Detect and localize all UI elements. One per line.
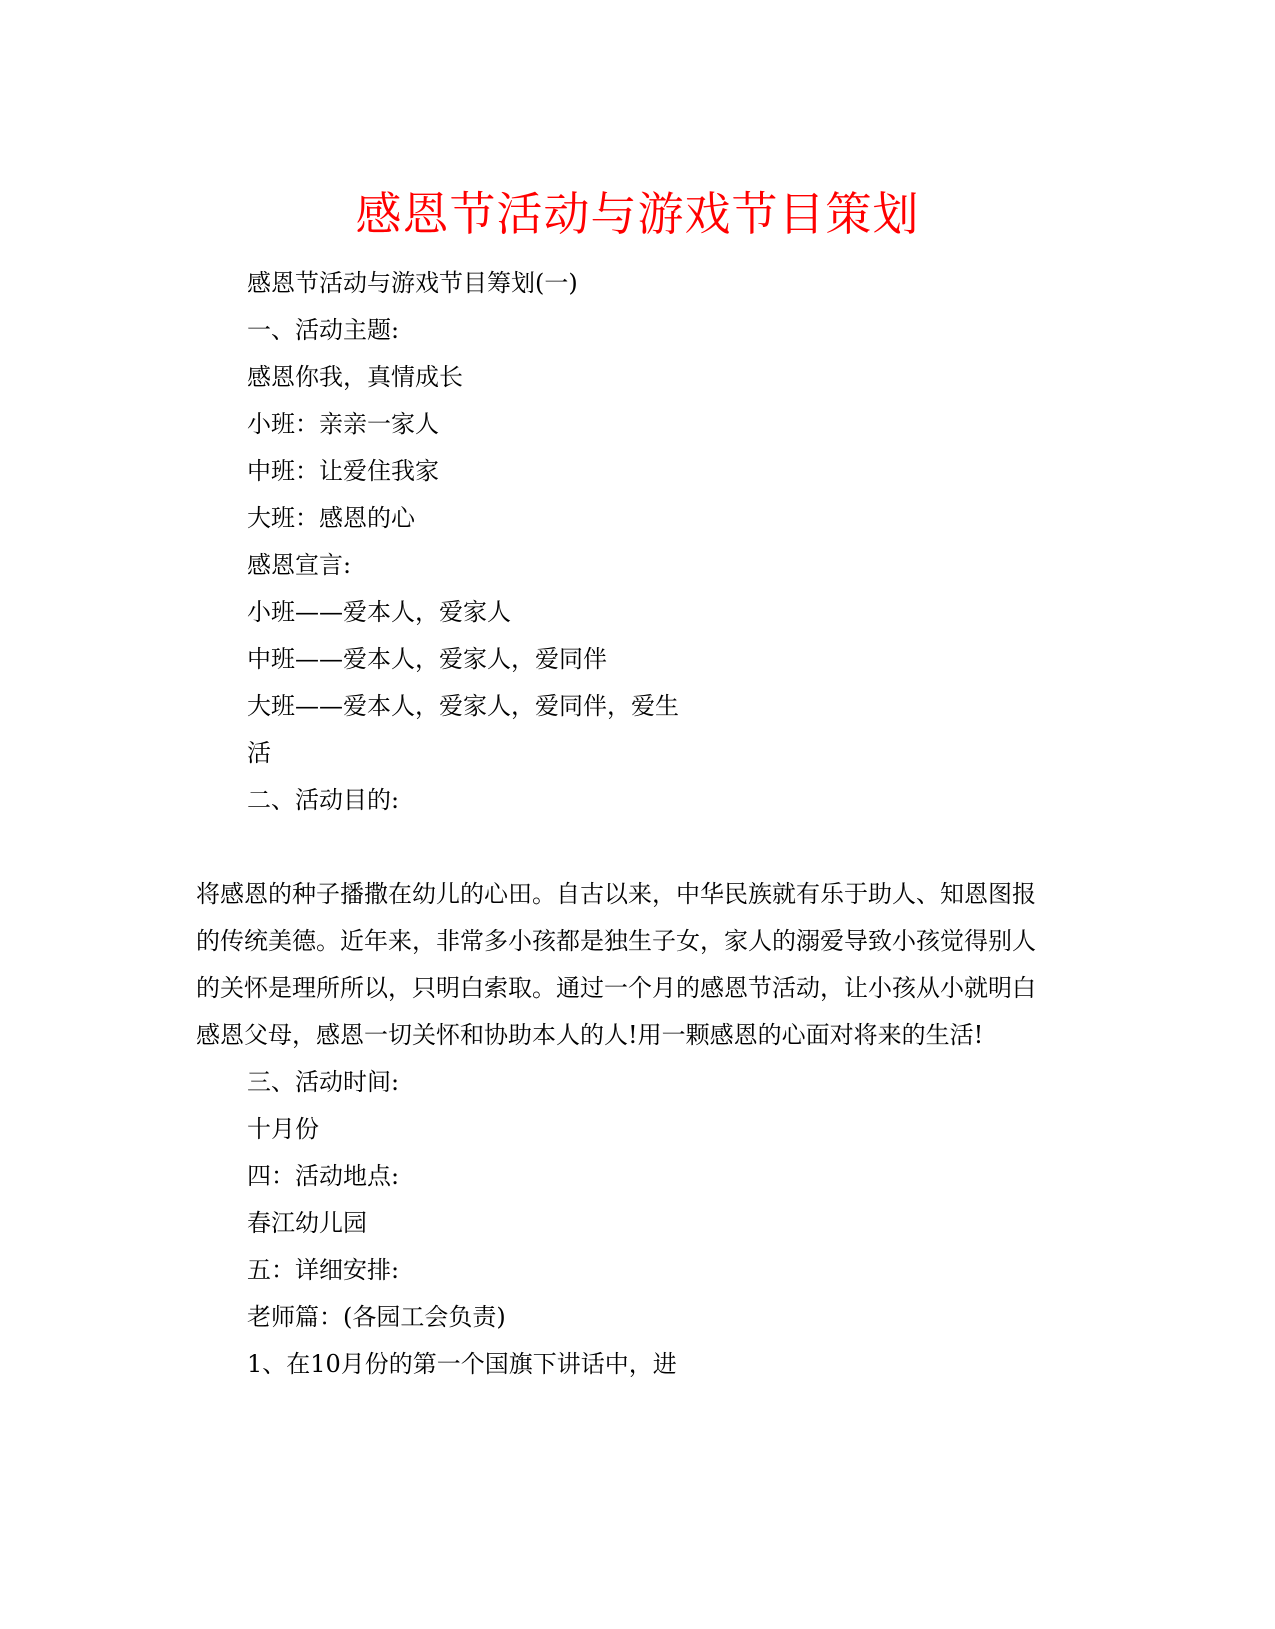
paragraph-line: 的传统美德。近年来，非常多小孩都是独生子女，家人的溺爱导致小孩觉得别人 — [196, 927, 1036, 955]
paragraph-line: 的关怀是理所所以，只明白索取。通过一个月的感恩节活动，让小孩从小就明白 — [196, 974, 1036, 1002]
text-line: 十月份 — [247, 1115, 319, 1143]
text-line: 感恩宣言: — [247, 551, 352, 579]
text-line: 老师篇：(各园工会负责) — [247, 1303, 506, 1331]
text-line: 三、活动时间: — [247, 1068, 400, 1096]
text-line: 四：活动地点: — [247, 1162, 400, 1190]
text-line: 大班：感恩的心 — [247, 504, 415, 532]
text-line: 春江幼儿园 — [247, 1209, 367, 1237]
text-line: 大班——爱本人，爱家人，爱同伴，爱生 — [247, 692, 679, 720]
document-title: 感恩节活动与游戏节目策划 — [355, 187, 920, 241]
text-line: 1、在10月份的第一个国旗下讲话中，进 — [247, 1350, 677, 1378]
text-line: 小班：亲亲一家人 — [247, 410, 439, 438]
text-line: 小班——爱本人，爱家人 — [247, 598, 511, 626]
paragraph-line: 将感恩的种子播撒在幼儿的心田。自古以来，中华民族就有乐于助人、知恩图报 — [196, 880, 1036, 908]
text-line: 一、活动主题: — [247, 316, 400, 344]
text-line: 活 — [247, 739, 271, 767]
text-line: 中班：让爱住我家 — [247, 457, 439, 485]
paragraph-line: 感恩父母，感恩一切关怀和协助本人的人!用一颗感恩的心面对将来的生活! — [196, 1021, 984, 1049]
text-line: 感恩你我，真情成长 — [247, 363, 463, 391]
text-line: 感恩节活动与游戏节目筹划(一) — [247, 269, 578, 297]
text-line: 中班——爱本人，爱家人，爱同伴 — [247, 645, 607, 673]
text-line: 二、活动目的: — [247, 786, 400, 814]
text-line: 五：详细安排: — [247, 1256, 400, 1284]
